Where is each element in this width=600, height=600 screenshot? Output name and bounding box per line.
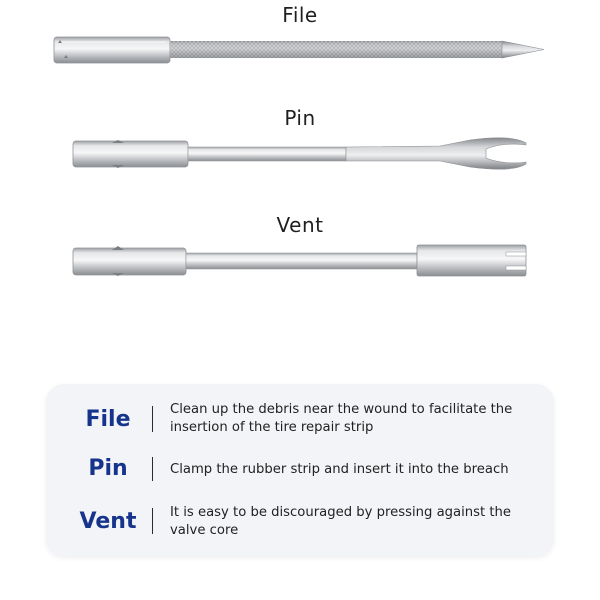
pin-tool-image bbox=[0, 132, 600, 176]
info-desc-pin: Clamp the rubber strip and insert it into the breach bbox=[170, 462, 509, 477]
info-desc-vent: It is easy to be discouraged by pressing against the valve core bbox=[170, 505, 512, 538]
vent-tool-label: Vent bbox=[276, 213, 324, 237]
info-desc-file: Clean up the debris near the wound to facilitate the insertion of the tire repair strip bbox=[170, 402, 513, 435]
row-divider bbox=[152, 457, 153, 481]
file-tool-label: File bbox=[282, 3, 318, 27]
info-row-pin bbox=[46, 454, 554, 484]
vent-tool-image bbox=[0, 238, 600, 284]
info-row-file bbox=[46, 400, 554, 440]
row-divider bbox=[152, 406, 153, 432]
info-name-pin: Pin bbox=[88, 456, 128, 481]
info-name-vent: Vent bbox=[79, 509, 137, 534]
info-row-vent bbox=[46, 502, 554, 542]
info-name-file: File bbox=[85, 407, 131, 432]
row-divider bbox=[152, 508, 153, 534]
pin-tool-label: Pin bbox=[284, 106, 316, 130]
tool-info-card bbox=[46, 384, 554, 556]
file-tool-image bbox=[0, 30, 600, 70]
